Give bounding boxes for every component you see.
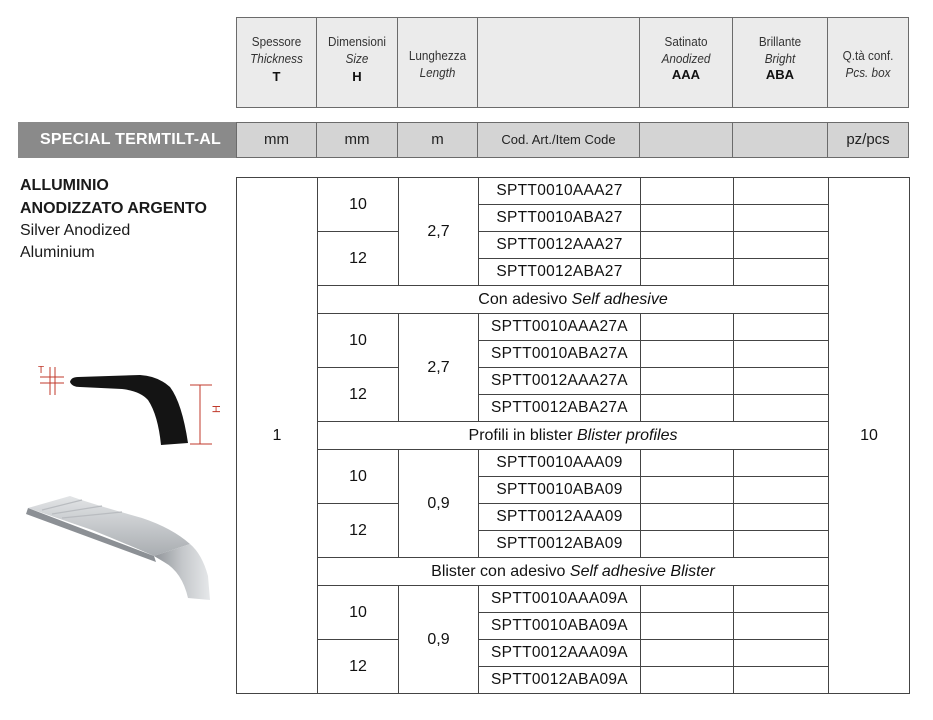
satin-cell (641, 205, 734, 232)
header-qty: Q.tà conf. Pcs. box (827, 17, 909, 108)
satin-cell (641, 259, 734, 286)
bright-cell (734, 504, 829, 531)
item-code-cell: SPTT0010AAA09A (479, 586, 641, 613)
table-row (237, 640, 910, 667)
size-cell: 12 (318, 504, 399, 558)
h-label: H (211, 405, 223, 413)
bright-cell (734, 368, 829, 395)
item-code-cell: SPTT0010ABA27 (479, 205, 641, 232)
item-code-cell: SPTT0012AAA27A (479, 368, 641, 395)
satin-cell (641, 368, 734, 395)
thickness-dimension (38, 365, 64, 395)
satin-cell (641, 450, 734, 477)
product-image (22, 492, 214, 604)
header-thickness: Spessore Thickness T (236, 17, 317, 108)
satin-cell (641, 477, 734, 504)
satin-cell (641, 504, 734, 531)
group-label-row (237, 286, 910, 314)
satin-cell (641, 341, 734, 368)
size-cell: 10 (318, 450, 399, 504)
size-cell: 10 (318, 178, 399, 232)
item-code-cell: SPTT0010AAA09 (479, 450, 641, 477)
table-row (237, 450, 910, 477)
item-code-cell: SPTT0010ABA09A (479, 613, 641, 640)
header-size: Dimensioni Size H (316, 17, 398, 108)
bright-cell (734, 477, 829, 504)
unit-length: m (397, 122, 478, 158)
item-code-cell: SPTT0010ABA27A (479, 341, 641, 368)
satin-cell (641, 232, 734, 259)
satin-cell (641, 613, 734, 640)
header-length: Lunghezza Length (397, 17, 478, 108)
size-cell: 12 (318, 232, 399, 286)
item-code-cell: SPTT0010AAA27A (479, 314, 641, 341)
item-code-cell: SPTT0012AAA09A (479, 640, 641, 667)
group-label-row (237, 558, 910, 586)
table-row (237, 178, 910, 205)
item-code-cell: SPTT0010ABA09 (479, 477, 641, 504)
group-label: Profili in blister Blister profiles (318, 422, 829, 450)
bright-cell (734, 395, 829, 422)
t-label: T (38, 365, 45, 376)
header-code (477, 17, 640, 108)
satin-cell (641, 640, 734, 667)
product-table (236, 177, 910, 694)
item-code-cell: SPTT0012ABA09 (479, 531, 641, 558)
item-code-cell: SPTT0010AAA27 (479, 178, 641, 205)
bright-cell (734, 341, 829, 368)
satin-cell (641, 314, 734, 341)
length-cell: 0,9 (399, 586, 479, 694)
bright-cell (734, 178, 829, 205)
unit-satin (639, 122, 733, 158)
height-dimension (190, 385, 223, 444)
group-label: Blister con adesivo Self adhesive Blister (318, 558, 829, 586)
bright-cell (734, 232, 829, 259)
qty-cell: 10 (829, 178, 910, 694)
item-code-cell: SPTT0012ABA09A (479, 667, 641, 694)
unit-code: Cod. Art./Item Code (477, 122, 640, 158)
profile-shape (70, 375, 188, 445)
table-row (237, 314, 910, 341)
bright-cell (734, 259, 829, 286)
bright-cell (734, 314, 829, 341)
satin-cell (641, 531, 734, 558)
size-cell: 10 (318, 314, 399, 368)
bright-cell (734, 640, 829, 667)
table-row (237, 368, 910, 395)
bright-cell (734, 586, 829, 613)
unit-thickness: mm (236, 122, 317, 158)
item-code-cell: SPTT0012ABA27 (479, 259, 641, 286)
size-cell: 12 (318, 640, 399, 694)
header-bright: Brillante Bright ABA (732, 17, 828, 108)
product-line-bar: SPECIAL TERMTILT-AL (18, 122, 236, 158)
table-row (237, 232, 910, 259)
table-row (237, 504, 910, 531)
length-cell: 2,7 (399, 178, 479, 286)
item-code-cell: SPTT0012AAA09 (479, 504, 641, 531)
satin-cell (641, 395, 734, 422)
table-row (237, 586, 910, 613)
bright-cell (734, 205, 829, 232)
header-satin: Satinato Anodized AAA (639, 17, 733, 108)
group-label-row (237, 422, 910, 450)
thickness-cell: 1 (237, 178, 318, 694)
group-label: Con adesivo Self adhesive (318, 286, 829, 314)
length-cell: 2,7 (399, 314, 479, 422)
bright-cell (734, 613, 829, 640)
size-cell: 10 (318, 586, 399, 640)
bright-cell (734, 531, 829, 558)
satin-cell (641, 178, 734, 205)
bright-cell (734, 450, 829, 477)
item-code-cell: SPTT0012ABA27A (479, 395, 641, 422)
profile-diagram (30, 355, 230, 455)
bright-cell (734, 667, 829, 694)
item-code-cell: SPTT0012AAA27 (479, 232, 641, 259)
size-cell: 12 (318, 368, 399, 422)
length-cell: 0,9 (399, 450, 479, 558)
unit-size: mm (316, 122, 398, 158)
product-title: ALLUMINIO ANODIZZATO ARGENTO Silver Anodized Aluminium (20, 177, 207, 261)
satin-cell (641, 667, 734, 694)
unit-bright (732, 122, 828, 158)
satin-cell (641, 586, 734, 613)
unit-qty: pz/pcs (827, 122, 909, 158)
